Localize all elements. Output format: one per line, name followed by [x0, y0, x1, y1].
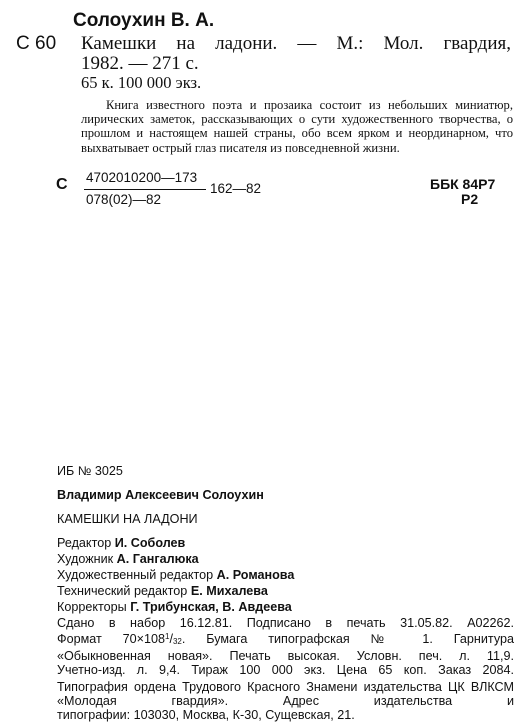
- card-bibliographic-line-3: 65 к. 100 000 экз.: [81, 73, 202, 92]
- staff-line: [57, 552, 199, 566]
- tech-format-slash: /: [169, 632, 173, 646]
- imprint-book-title: КАМЕШКИ НА ЛАДОНИ: [57, 512, 198, 526]
- imprint-printing-house: [57, 680, 514, 722]
- card-index-letter: С: [56, 176, 68, 193]
- card-index-right: 162—82: [210, 181, 262, 196]
- staff-name: А. Романова: [216, 568, 295, 582]
- imprint-technical-data: [57, 616, 514, 677]
- card-bibliographic-line-1: Камешки на ладони. — М.: Мол. гвардия,: [81, 33, 511, 54]
- card-bibliographic-line-2: 1982. — 271 с.: [81, 53, 199, 74]
- staff-line: [57, 536, 185, 550]
- card-bbk-code: ББК 84Р7: [430, 176, 496, 192]
- card-index-numerator: 4702010200—173: [86, 170, 198, 185]
- tech-line-4: Учетно-изд. л. 9,4. Тираж 100 000 экз. Цена 65 коп. Заказ 2084.: [57, 663, 514, 677]
- card-annotation-text: Книга известного поэта и прозаика состоит из небольших миниатюр, лирических заметок, рассказывающих о сути художественного творчества, о прошлом и настоящем нашей страны, обо всем ярком и неординарном, что выхватывает острый глаз писателя из повседневной жизни.: [81, 98, 513, 155]
- staff-role: Художественный редактор: [57, 568, 214, 582]
- tech-format-sup: 1: [165, 632, 170, 641]
- tech-line-1: Сдано в набор 16.12.81. Подписано в печать 31.05.82. А02262.: [57, 616, 514, 630]
- tech-line-2: [57, 630, 514, 649]
- staff-line: [57, 584, 268, 598]
- staff-name: А. Гангалюка: [116, 552, 199, 566]
- imprint-author-full-name: Владимир Алексеевич Солоухин: [57, 488, 264, 502]
- card-r2-code: Р2: [461, 191, 479, 207]
- staff-name: И. Соболев: [114, 536, 186, 550]
- card-classification-code: С 60: [16, 33, 57, 54]
- staff-line: [57, 600, 292, 614]
- card-index-denominator: 078(02)—82: [86, 192, 162, 207]
- card-annotation: [81, 98, 513, 155]
- staff-role: Корректоры: [57, 600, 127, 614]
- staff-role: Технический редактор: [57, 584, 188, 598]
- tech-line-3: «Обыкновенная новая». Печать высокая. Условн. печ. л. 11,9.: [57, 649, 514, 663]
- tech-paper: . Бумага типографская № 1. Гарнитура: [181, 632, 514, 646]
- staff-line: [57, 568, 294, 582]
- card-author: Солоухин В. А.: [73, 10, 215, 31]
- tech-format-sub: 32: [172, 637, 182, 646]
- staff-role: Редактор: [57, 536, 112, 550]
- staff-role: Художник: [57, 552, 114, 566]
- staff-name: Е. Михалева: [190, 584, 268, 598]
- card-index-fraction-bar: [84, 189, 206, 190]
- tipo-line-2: типографии: 103030, Москва, К-30, Сущевская, 21.: [57, 708, 355, 722]
- tech-format: Формат 70×108: [57, 632, 165, 646]
- imprint-ib-number: ИБ № 3025: [57, 464, 123, 478]
- tipo-line-1: Типография ордена Трудового Красного Знамени издательства ЦК ВЛКСМ «Молодая гвардия». Адрес издательства и: [57, 680, 514, 708]
- staff-name: Г. Трибунская, В. Авдеева: [130, 600, 292, 614]
